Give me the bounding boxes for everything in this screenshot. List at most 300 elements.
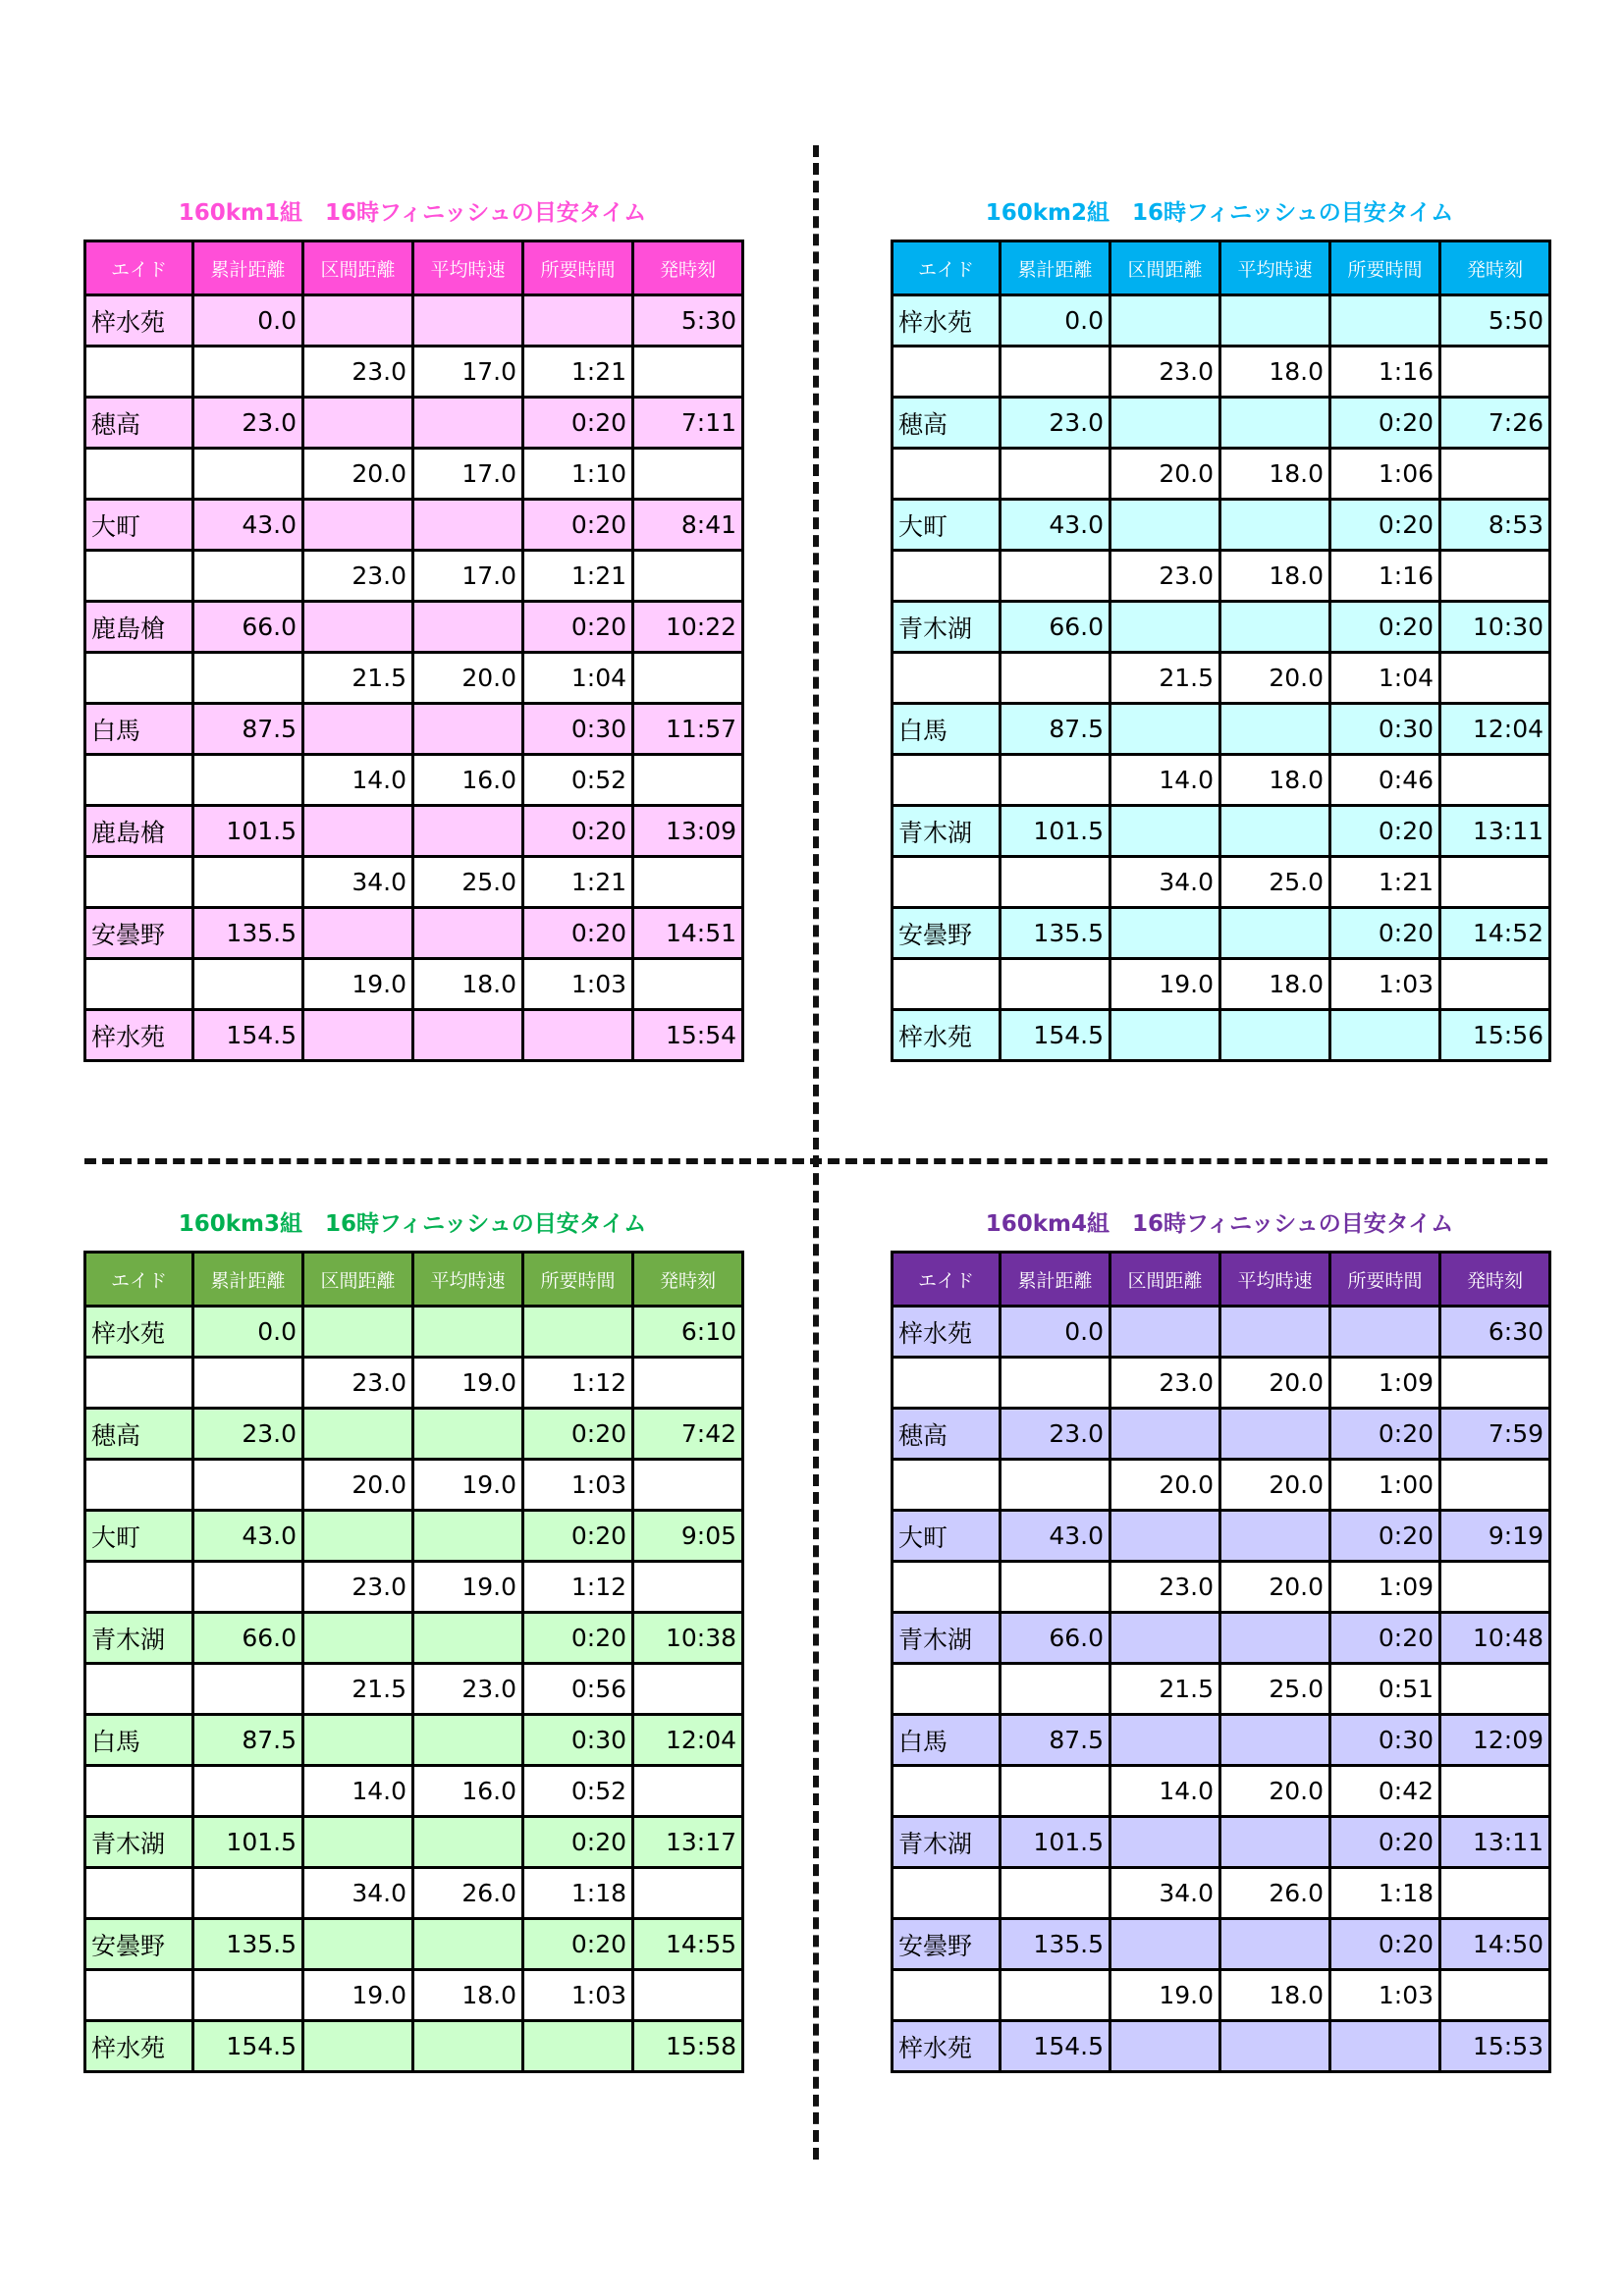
station-row [85,1613,743,1664]
table-cell [1110,704,1220,755]
table-cell: 1:18 [1330,1868,1440,1919]
table-cell [1110,1613,1220,1664]
table-cell: 154.5 [193,2021,303,2072]
table-cell: 20.0 [1220,1562,1330,1613]
table-cell: 0:20 [1330,1817,1440,1868]
station-row [893,1715,1550,1766]
table-cell: 14:55 [633,1919,743,1970]
table-cell: 12:04 [633,1715,743,1766]
segment-row [893,959,1550,1010]
aid-station-cell: 白馬 [893,704,1001,755]
aid-station-cell [893,1460,1001,1511]
station-row [893,1409,1550,1460]
table-cell: 23.0 [193,1409,303,1460]
station-row [893,398,1550,449]
table-cell [413,704,523,755]
table-cell: 21.5 [303,653,413,704]
table-cell [1110,1919,1220,1970]
station-row [85,398,743,449]
segment-row [893,551,1550,602]
table-cell [1440,653,1550,704]
column-header: 所要時間 [523,241,633,295]
table-cell [413,1010,523,1061]
aid-station-cell: 梓水苑 [85,1010,193,1061]
table-cell: 87.5 [193,1715,303,1766]
aid-station-cell: 青木湖 [893,602,1001,653]
table-cell [1220,2021,1330,2072]
table-cell: 23.0 [303,1562,413,1613]
schedule-panel-group-2 [891,194,1548,1062]
table-cell: 43.0 [1001,500,1110,551]
table-cell: 1:16 [1330,347,1440,398]
table-cell: 15:53 [1440,2021,1550,2072]
table-cell [1001,1460,1110,1511]
column-header: 所要時間 [1330,241,1440,295]
table-cell [1220,398,1330,449]
aid-station-cell: 穂高 [893,398,1001,449]
table-cell [1110,1715,1220,1766]
table-cell [1440,449,1550,500]
table-cell [1220,1511,1330,1562]
segment-row [85,1664,743,1715]
table-cell [1110,1817,1220,1868]
table-cell [1001,347,1110,398]
vertical-divider [813,145,819,2160]
panel-title: 160km1組 16時フィニッシュの目安タイム [178,200,647,226]
table-cell: 135.5 [193,908,303,959]
aid-station-cell [85,1562,193,1613]
table-cell [413,295,523,347]
table-cell: 23.0 [303,551,413,602]
table-cell [633,959,743,1010]
aid-station-cell [893,1970,1001,2021]
table-cell: 14.0 [303,1766,413,1817]
aid-station-cell [893,347,1001,398]
table-cell: 10:38 [633,1613,743,1664]
table-cell: 0:42 [1330,1766,1440,1817]
table-cell: 1:03 [523,959,633,1010]
table-cell: 20.0 [1220,1358,1330,1409]
table-cell: 0:20 [523,1511,633,1562]
segment-row [893,755,1550,806]
table-cell: 0:20 [1330,398,1440,449]
table-cell: 0:56 [523,1664,633,1715]
table-cell: 0.0 [1001,295,1110,347]
station-row [85,500,743,551]
table-cell: 1:03 [523,1970,633,2021]
table-cell: 0:51 [1330,1664,1440,1715]
table-cell: 101.5 [193,1817,303,1868]
table-cell [633,347,743,398]
table-cell: 14:50 [1440,1919,1550,1970]
table-cell: 23.0 [1110,1358,1220,1409]
table-cell: 14.0 [1110,1766,1220,1817]
table-cell: 15:54 [633,1010,743,1061]
table-cell [1440,551,1550,602]
table-cell [1001,857,1110,908]
column-header: 所要時間 [1330,1253,1440,1307]
aid-station-cell: 大町 [893,1511,1001,1562]
aid-station-cell [85,1970,193,2021]
table-cell [303,1511,413,1562]
table-cell: 135.5 [1001,908,1110,959]
table-cell: 6:30 [1440,1307,1550,1358]
table-cell: 21.5 [303,1664,413,1715]
segment-row [893,857,1550,908]
aid-station-cell [85,755,193,806]
aid-station-cell: 梓水苑 [893,1010,1001,1061]
table-cell: 23.0 [193,398,303,449]
table-cell: 25.0 [1220,857,1330,908]
aid-station-cell: 安曇野 [85,1919,193,1970]
aid-station-cell [85,551,193,602]
aid-station-cell [893,653,1001,704]
station-row [85,1511,743,1562]
table-cell [633,1970,743,2021]
table-cell [523,1307,633,1358]
table-cell [303,908,413,959]
table-cell: 18.0 [1220,449,1330,500]
table-cell: 0:20 [523,1919,633,1970]
table-cell: 0:20 [1330,908,1440,959]
segment-row [85,755,743,806]
panel-title: 160km4組 16時フィニッシュの目安タイム [985,1211,1454,1237]
table-cell: 154.5 [193,1010,303,1061]
table-cell [1110,1010,1220,1061]
aid-station-cell [85,653,193,704]
table-cell: 16.0 [413,755,523,806]
table-cell [1440,1358,1550,1409]
table-cell: 14.0 [1110,755,1220,806]
table-cell: 5:50 [1440,295,1550,347]
table-cell: 0:46 [1330,755,1440,806]
table-cell: 7:11 [633,398,743,449]
table-cell: 1:21 [523,857,633,908]
column-header: 発時刻 [633,1253,743,1307]
station-row [85,1409,743,1460]
table-cell [1220,1307,1330,1358]
table-cell [193,1664,303,1715]
table-cell: 87.5 [1001,704,1110,755]
table-cell [303,1307,413,1358]
table-cell: 14.0 [303,755,413,806]
table-cell [193,347,303,398]
table-cell: 23.0 [303,1358,413,1409]
table-cell: 1:03 [523,1460,633,1511]
table-cell: 0:20 [1330,500,1440,551]
table-cell [413,2021,523,2072]
table-cell [193,1970,303,2021]
schedule-panel-group-3 [83,1205,741,2073]
station-row [85,602,743,653]
table-cell [1001,653,1110,704]
table-cell [1110,1307,1220,1358]
table-cell [1440,959,1550,1010]
segment-row [85,959,743,1010]
table-cell [1110,2021,1220,2072]
station-row [893,295,1550,347]
table-cell: 19.0 [413,1460,523,1511]
table-cell [1440,1664,1550,1715]
table-cell: 34.0 [1110,1868,1220,1919]
aid-station-cell [893,449,1001,500]
aid-station-cell: 穂高 [85,1409,193,1460]
table-cell: 15:56 [1440,1010,1550,1061]
table-cell: 66.0 [193,602,303,653]
table-cell: 13:09 [633,806,743,857]
station-row [893,1010,1550,1061]
table-cell [413,1817,523,1868]
segment-row [85,1970,743,2021]
table-cell: 0.0 [193,295,303,347]
table-cell: 19.0 [413,1358,523,1409]
aid-station-cell: 青木湖 [85,1613,193,1664]
table-cell: 1:21 [1330,857,1440,908]
table-cell: 21.5 [1110,1664,1220,1715]
table-cell [193,857,303,908]
aid-station-cell [85,959,193,1010]
table-cell [193,1358,303,1409]
table-cell: 23.0 [1110,347,1220,398]
table-cell: 0:20 [523,602,633,653]
table-cell [523,1010,633,1061]
table-cell: 19.0 [303,1970,413,2021]
segment-row [85,1562,743,1613]
table-cell: 13:11 [1440,1817,1550,1868]
table-cell [1440,1868,1550,1919]
table-cell [1440,1766,1550,1817]
table-cell: 43.0 [193,500,303,551]
table-cell: 20.0 [413,653,523,704]
table-cell [633,857,743,908]
table-cell: 0:30 [523,1715,633,1766]
station-row [85,1919,743,1970]
panel-title: 160km2組 16時フィニッシュの目安タイム [985,200,1454,226]
table-cell: 9:19 [1440,1511,1550,1562]
table-cell [303,806,413,857]
table-cell: 9:05 [633,1511,743,1562]
aid-station-cell: 梓水苑 [85,1307,193,1358]
table-cell [1330,1010,1440,1061]
segment-row [893,1358,1550,1409]
column-header: 平均時速 [413,1253,523,1307]
table-cell [303,295,413,347]
table-cell: 1:06 [1330,449,1440,500]
table-cell [413,1919,523,1970]
table-cell [303,1817,413,1868]
table-cell: 19.0 [303,959,413,1010]
table-cell [1001,755,1110,806]
panel-title: 160km3組 16時フィニッシュの目安タイム [178,1211,647,1237]
table-cell: 154.5 [1001,2021,1110,2072]
horizontal-divider [84,1158,1547,1164]
column-header: 平均時速 [413,241,523,295]
table-cell [193,1562,303,1613]
table-cell [1330,1307,1440,1358]
table-cell: 66.0 [1001,1613,1110,1664]
segment-row [893,1562,1550,1613]
table-cell: 16.0 [413,1766,523,1817]
table-cell [193,755,303,806]
table-cell [303,398,413,449]
table-cell [303,1613,413,1664]
segment-row [893,1970,1550,2021]
table-cell [1220,1715,1330,1766]
table-cell [1110,908,1220,959]
table-cell [1220,1409,1330,1460]
table-cell: 0.0 [1001,1307,1110,1358]
table-cell [1220,806,1330,857]
table-cell: 18.0 [1220,755,1330,806]
table-cell: 23.0 [413,1664,523,1715]
table-cell [413,908,523,959]
table-cell: 10:30 [1440,602,1550,653]
column-header: 累計距離 [193,241,303,295]
table-cell [303,1010,413,1061]
aid-station-cell: 青木湖 [893,1817,1001,1868]
table-cell: 0:20 [523,1613,633,1664]
segment-row [85,347,743,398]
table-cell: 1:10 [523,449,633,500]
table-cell [1001,1766,1110,1817]
table-cell: 1:04 [523,653,633,704]
aid-station-cell: 白馬 [85,704,193,755]
aid-station-cell: 安曇野 [893,1919,1001,1970]
aid-station-cell: 梓水苑 [893,2021,1001,2072]
table-cell: 0:20 [523,1817,633,1868]
table-cell: 1:18 [523,1868,633,1919]
table-cell: 23.0 [303,347,413,398]
table-cell: 1:21 [523,347,633,398]
aid-station-cell [893,857,1001,908]
table-cell: 0:20 [1330,806,1440,857]
table-cell: 7:42 [633,1409,743,1460]
table-cell [193,449,303,500]
table-cell [193,551,303,602]
table-cell [193,1766,303,1817]
aid-station-cell: 青木湖 [893,1613,1001,1664]
table-cell [1001,1868,1110,1919]
table-cell: 87.5 [1001,1715,1110,1766]
header-row [85,1253,743,1307]
table-cell [633,755,743,806]
station-row [85,1010,743,1061]
aid-station-cell: 梓水苑 [893,295,1001,347]
table-cell: 1:03 [1330,1970,1440,2021]
table-cell: 154.5 [1001,1010,1110,1061]
station-row [893,1613,1550,1664]
segment-row [85,1358,743,1409]
table-cell: 0:52 [523,755,633,806]
table-cell [1110,1511,1220,1562]
station-row [893,2021,1550,2072]
table-cell [303,2021,413,2072]
table-cell: 12:04 [1440,704,1550,755]
aid-station-cell [893,1358,1001,1409]
station-row [893,1307,1550,1358]
schedule-table [891,240,1551,1062]
table-cell: 8:53 [1440,500,1550,551]
station-row [85,704,743,755]
table-cell [523,295,633,347]
table-cell: 12:09 [1440,1715,1550,1766]
aid-station-cell [85,1664,193,1715]
station-row [85,1817,743,1868]
segment-row [85,1766,743,1817]
table-cell [1110,500,1220,551]
aid-station-cell [85,1766,193,1817]
table-cell: 1:21 [523,551,633,602]
table-cell: 135.5 [1001,1919,1110,1970]
table-cell: 26.0 [413,1868,523,1919]
table-cell: 0:20 [523,500,633,551]
table-cell: 0:20 [523,398,633,449]
station-row [85,1715,743,1766]
station-row [893,908,1550,959]
segment-row [893,1664,1550,1715]
table-cell [413,500,523,551]
table-cell: 0:30 [523,704,633,755]
station-row [893,1817,1550,1868]
table-cell: 13:17 [633,1817,743,1868]
table-cell [1330,295,1440,347]
station-row [85,1307,743,1358]
segment-row [893,653,1550,704]
aid-station-cell [893,551,1001,602]
table-cell: 7:59 [1440,1409,1550,1460]
table-cell [303,500,413,551]
table-cell [1220,602,1330,653]
table-cell: 21.5 [1110,653,1220,704]
column-header: エイド [893,1253,1001,1307]
table-cell [1001,551,1110,602]
column-header: 累計距離 [193,1253,303,1307]
segment-row [85,1460,743,1511]
table-cell: 0:20 [523,908,633,959]
table-cell: 43.0 [193,1511,303,1562]
column-header: 発時刻 [633,241,743,295]
table-cell [413,806,523,857]
table-cell [1440,1562,1550,1613]
table-cell: 1:04 [1330,653,1440,704]
segment-row [85,551,743,602]
aid-station-cell: 安曇野 [85,908,193,959]
table-cell [1440,857,1550,908]
aid-station-cell [85,1358,193,1409]
table-cell: 19.0 [1110,959,1220,1010]
aid-station-cell: 安曇野 [893,908,1001,959]
table-cell [633,1358,743,1409]
table-cell: 26.0 [1220,1868,1330,1919]
table-cell: 20.0 [1110,1460,1220,1511]
segment-row [893,449,1550,500]
table-cell: 17.0 [413,551,523,602]
table-cell: 135.5 [193,1919,303,1970]
table-cell [413,1715,523,1766]
table-cell [1220,704,1330,755]
table-cell: 20.0 [1220,1460,1330,1511]
column-header: 区間距離 [303,1253,413,1307]
table-cell [413,1613,523,1664]
table-cell [193,653,303,704]
table-cell: 11:57 [633,704,743,755]
table-cell: 1:12 [523,1358,633,1409]
table-cell [1001,449,1110,500]
table-cell: 25.0 [413,857,523,908]
segment-row [85,1868,743,1919]
table-cell: 10:22 [633,602,743,653]
column-header: 累計距離 [1001,241,1110,295]
